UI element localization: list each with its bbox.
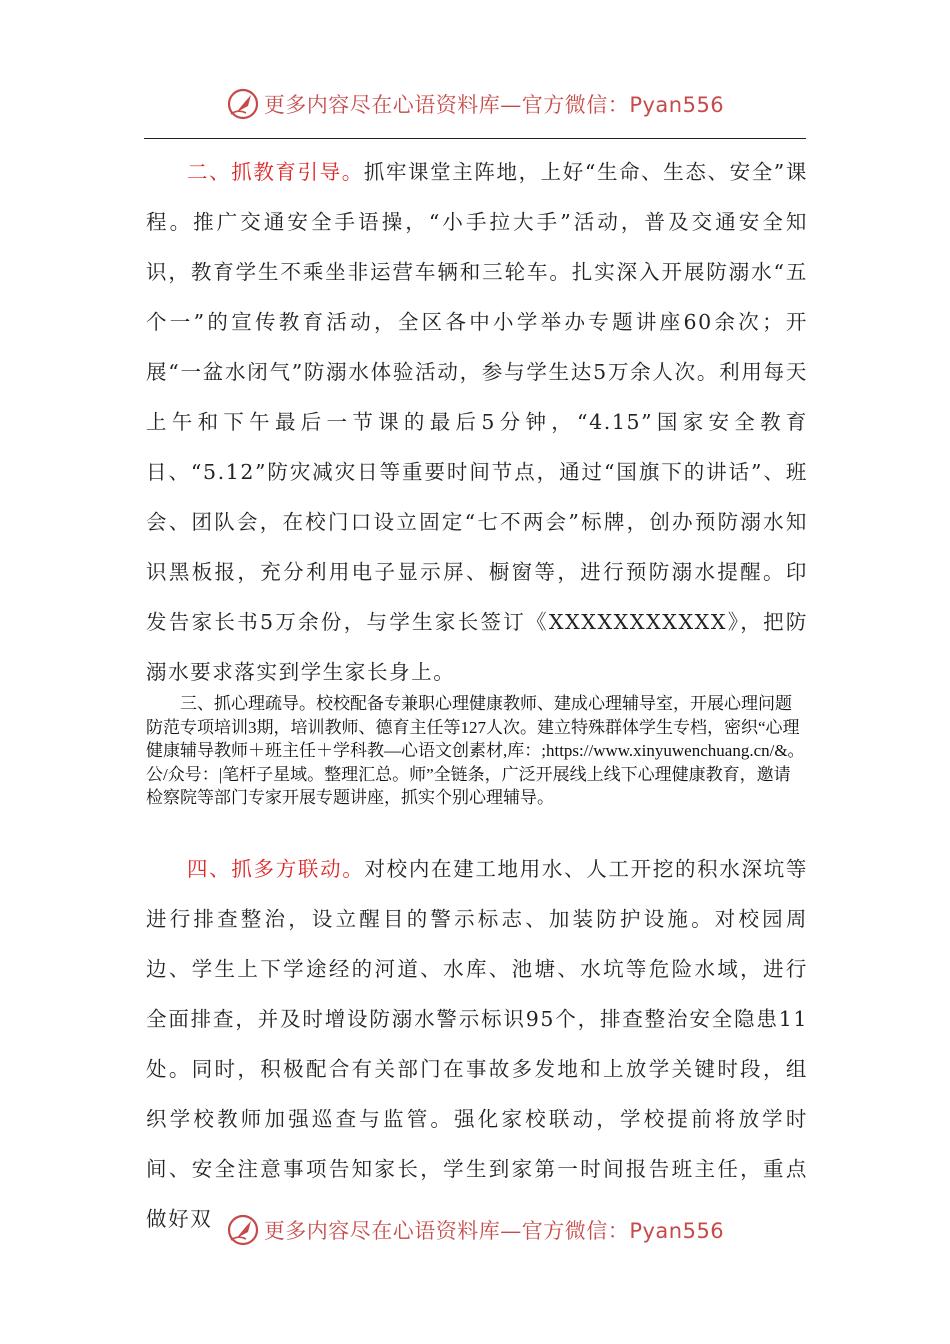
section-linkage-heading: 四、抓多方联动。 — [187, 857, 365, 881]
section-education-guidance — [146, 147, 808, 697]
quill-logo-icon — [226, 1213, 260, 1247]
header-banner-text: 更多内容尽在心语资料库—官方微信：Pyan556 — [263, 93, 725, 117]
section-education-body: 抓牢课堂主阵地，上好“生命、生态、安全”课程。推广交通安全手语操，“小手拉大手”活动，普及交通安全知识，教育学生不乘坐非运营车辆和三轮车。扎实深入开展防溺水“五个一”的宣传教育活动，全区各中小学举办专题讲座60余次；开展“一盆水闭气”防溺水体验活动，参与学生达5万余人次。利用每天上午和下午最后一节课的最后5分钟，“4.15”国家安全教育日、“5.12”防灾减灾日等重要时间节点，通过“国旗下的讲话”、班会、团队会，在校门口设立固定“七不两会”标牌，创办预防溺水知识黑板报，充分利用电子显示屏、橱窗等，进行预防溺水提醒。印发告家长书5万余份，与学生家长签订《XXXXXXXXXXX》，把防溺水要求落实到学生家长身上。 — [146, 160, 808, 684]
quill-logo-icon — [226, 87, 260, 121]
footer-banner-text: 更多内容尽在心语资料库—官方微信：Pyan556 — [263, 1219, 725, 1243]
header-banner — [0, 84, 950, 124]
section-psychological-counseling: 三、抓心理疏导。校校配备专兼职心理健康教师、建成心理辅导室，开展心理问题防范专项培训3期，培训教师、德育主任等127人次。建立特殊群体学生专档，密织“心理健康辅导教师＋班主任＋学科教—心语文创素材,库：;https://www.xinyuwenchuang.cn/&。公/众号：|笔杆子星域。整理汇总。师”全链条，广泛开展线上线下心理健康教育，邀请检察院等部门专家开展专题讲座，抓实个别心理辅导。 — [146, 694, 805, 807]
header-divider — [144, 138, 806, 139]
section-education-heading: 二、抓教育引导。 — [187, 160, 364, 184]
section-multi-party-linkage — [146, 844, 808, 1244]
section-linkage-body: 对校内在建工地用水、人工开挖的积水深坑等进行排查整治，设立醒目的警示标志、加装防护设施。对校园周边、学生上下学途经的河道、水库、池塘、水坑等危险水域，进行全面排查，并及时增设防溺水警示标识95个，排查整治安全隐患11处。同时，积极配合有关部门在事故多发地和上放学关键时段，组织学校教师加强巡查与监管。强化家校联动，学校提前将放学时间、安全注意事项告知家长，学生到家第一时间报告班主任，重点做好双 — [146, 857, 808, 1231]
footer-banner — [0, 1210, 950, 1250]
